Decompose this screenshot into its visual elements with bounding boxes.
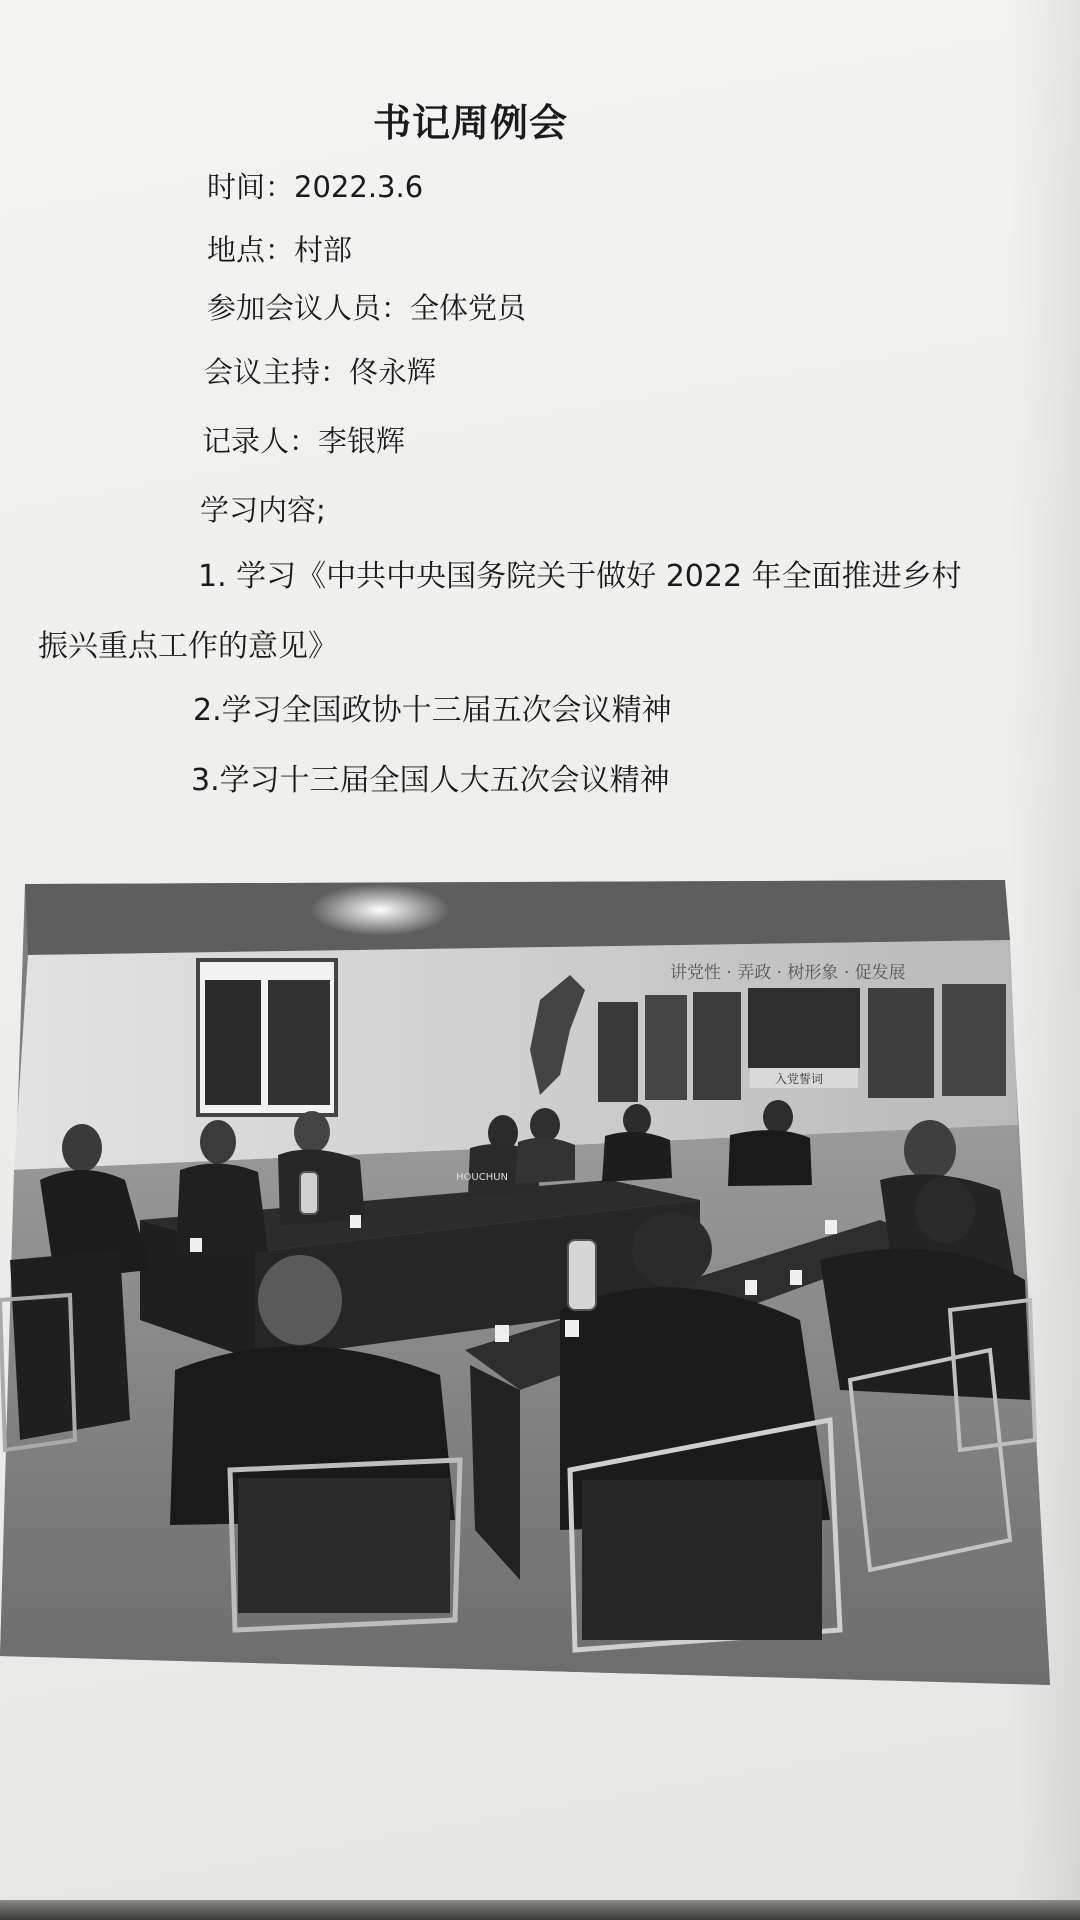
wall-board	[942, 984, 1006, 1096]
study-item-1-continued: 振兴重点工作的意见》	[38, 629, 338, 664]
meeting-photo	[0, 880, 1050, 1685]
person-head	[530, 1108, 560, 1142]
wall-board	[598, 1002, 638, 1102]
meeting-host	[204, 350, 436, 391]
cup	[495, 1325, 509, 1342]
window-pane	[205, 980, 261, 1105]
time-value: 2022.3.6	[294, 170, 424, 204]
person-head	[904, 1120, 956, 1180]
person	[820, 1249, 1030, 1400]
place-label: 地点：	[207, 233, 295, 267]
place-value: 村部	[294, 233, 353, 267]
shirt-text: HOUCHUN	[456, 1172, 509, 1183]
wall-board	[645, 995, 687, 1100]
person-head	[62, 1124, 102, 1172]
person	[728, 1130, 812, 1186]
cup	[350, 1215, 361, 1228]
thermos	[568, 1240, 596, 1310]
attendees-value: 全体党员	[410, 291, 527, 325]
document-title: 书记周例会	[373, 101, 569, 145]
cup	[790, 1270, 802, 1285]
person	[515, 1138, 575, 1184]
cup	[565, 1320, 579, 1337]
person-head	[623, 1104, 651, 1136]
wall-board	[868, 988, 934, 1098]
window-pane	[268, 980, 330, 1105]
thermos	[300, 1172, 318, 1214]
ceiling-light	[310, 884, 450, 936]
study-item-3: 3.学习十三届全国人大五次会议精神	[191, 763, 670, 798]
person	[176, 1163, 268, 1255]
meeting-attendees	[207, 286, 526, 327]
wall-board	[693, 992, 741, 1100]
meeting-place	[207, 228, 352, 269]
wall-board	[748, 988, 860, 1068]
person-head	[294, 1111, 330, 1153]
chair-back	[238, 1478, 450, 1613]
host-label: 会议主持：	[204, 355, 350, 389]
chair-back	[582, 1480, 822, 1640]
person	[602, 1132, 672, 1182]
cup	[745, 1280, 757, 1295]
person-head	[763, 1100, 793, 1134]
time-label: 时间：	[207, 170, 295, 204]
person-head	[632, 1212, 712, 1288]
study-item-1: 1. 学习《中共中央国务院关于做好 2022 年全面推进乡村	[198, 559, 962, 594]
cup	[190, 1238, 202, 1252]
meeting-time	[207, 165, 423, 206]
recorder-value: 李银辉	[318, 424, 406, 458]
person-head	[258, 1255, 342, 1345]
host-value: 佟永辉	[349, 355, 437, 389]
person	[278, 1150, 365, 1225]
person-head	[200, 1120, 236, 1164]
meeting-recorder	[202, 419, 405, 460]
recorder-label: 记录人：	[202, 424, 319, 458]
cup	[825, 1220, 837, 1234]
wall-slogan: 讲党性 · 弄政 · 树形象 · 促发展	[670, 963, 906, 983]
person-head	[915, 1177, 975, 1243]
content-heading: 学习内容;	[200, 493, 326, 527]
attendees-label: 参加会议人员：	[207, 291, 411, 325]
board-caption: 入党誓词	[775, 1072, 824, 1086]
background-strip	[0, 1900, 1080, 1920]
study-item-2: 2.学习全国政协十三届五次会议精神	[193, 693, 672, 728]
